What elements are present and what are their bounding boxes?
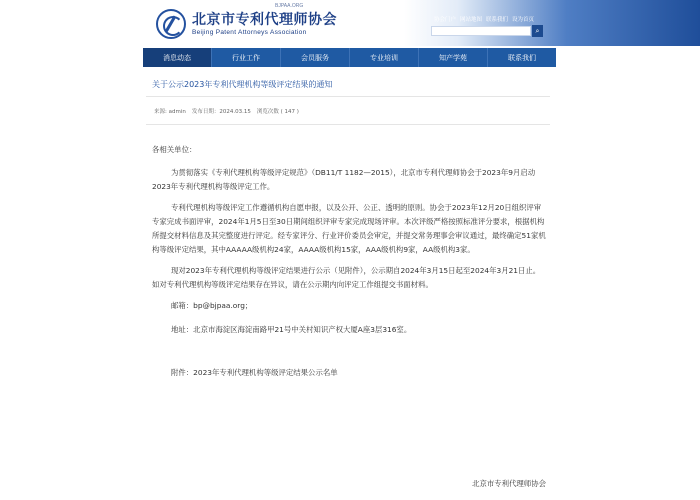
main-nav — [143, 48, 556, 67]
article-content — [143, 67, 556, 500]
nav-item-industry-work[interactable]: 行业工作 — [212, 48, 281, 67]
article-title: 关于公示2023年专利代理机构等级评定结果的通知 — [152, 80, 333, 89]
header-banner — [404, 0, 700, 46]
nav-item-contact-us[interactable]: 联系我们 — [508, 53, 536, 62]
divider — [146, 124, 550, 125]
article-body — [152, 143, 547, 380]
top-link-homepage[interactable]: 设为首页 — [512, 17, 535, 23]
divider — [146, 96, 550, 97]
site-header — [0, 0, 700, 46]
logo-chinese-name: 北京市专利代理师协会 — [192, 11, 337, 28]
signature: 北京市专利代理师协会 — [472, 479, 546, 488]
article-meta — [154, 107, 299, 115]
top-link-sitemap[interactable]: 网站地图 — [460, 17, 483, 23]
association-emblem-icon — [156, 9, 186, 39]
search-input[interactable] — [431, 26, 531, 36]
meta-source: 来源: admin — [154, 109, 186, 115]
meta-views: 浏览次数 ( 147 ) — [256, 109, 299, 115]
nav-item-ip-academy[interactable]: 知产学苑 — [419, 48, 488, 67]
paragraph-2: 专利代理机构等级评定工作遵循机构自愿申报，以及公开、公正、透明的原则。协会于2023年12月20日组织评审专家完成书面评审，2024年1月5日至30日期间组织评审专家完成现场评审。本次评级严格按照标准评分要求，根据机构所提交材料信息及其完整度进行评定。经专家评分、行业评价委员会审定，并提交常务理事会审议通过，最终确定51家机构等级评定结果，其中AAAAA级机构24家，AAAA级机构15家，AAA级机构9家，AA级机构3家。 — [152, 203, 546, 254]
site-logo[interactable] — [156, 8, 337, 40]
salutation: 各相关单位： — [152, 145, 197, 154]
contact-address: 地址：北京市海淀区海淀南路甲21号中关村知识产权大厦A座3层316室。 — [171, 325, 412, 334]
search-icon: ⌕ — [535, 26, 540, 35]
paragraph-3: 现对2023年专利代理机构等级评定结果进行公示（见附件），公示期自2024年3月15日起至2024年3月21日止。如对专利代理机构等级评定结果存在异议，请在公示期内向评定工作组提交书面材料。 — [152, 266, 541, 289]
logo-english-name: Beijing Patent Attorneys Association — [192, 28, 307, 36]
search-button[interactable] — [532, 25, 543, 37]
paragraph-1: 为贯彻落实《专利代理机构等级评定规范》（DB11/T 1182—2015），北京市专利代理师协会于2023年9月启动2023年专利代理机构等级评定工作。 — [152, 168, 536, 191]
nav-item-news[interactable]: 消息动态 — [143, 48, 212, 67]
top-link-portal[interactable]: 协会门户 — [434, 17, 457, 23]
logo-url: BJPAA.ORG — [275, 3, 304, 9]
nav-item-member-services[interactable]: 会员服务 — [281, 48, 350, 67]
top-links — [434, 15, 534, 23]
attachment-link[interactable]: 附件：2023年专利代理机构等级评定结果公示名单 — [171, 368, 338, 377]
meta-date: 发布日期：2024.03.15 — [191, 109, 251, 115]
top-link-contact[interactable]: 联系我们 — [486, 17, 509, 23]
contact-email: 邮箱：bp@bjpaa.org； — [171, 301, 253, 310]
nav-item-training[interactable]: 专业培训 — [350, 48, 419, 67]
